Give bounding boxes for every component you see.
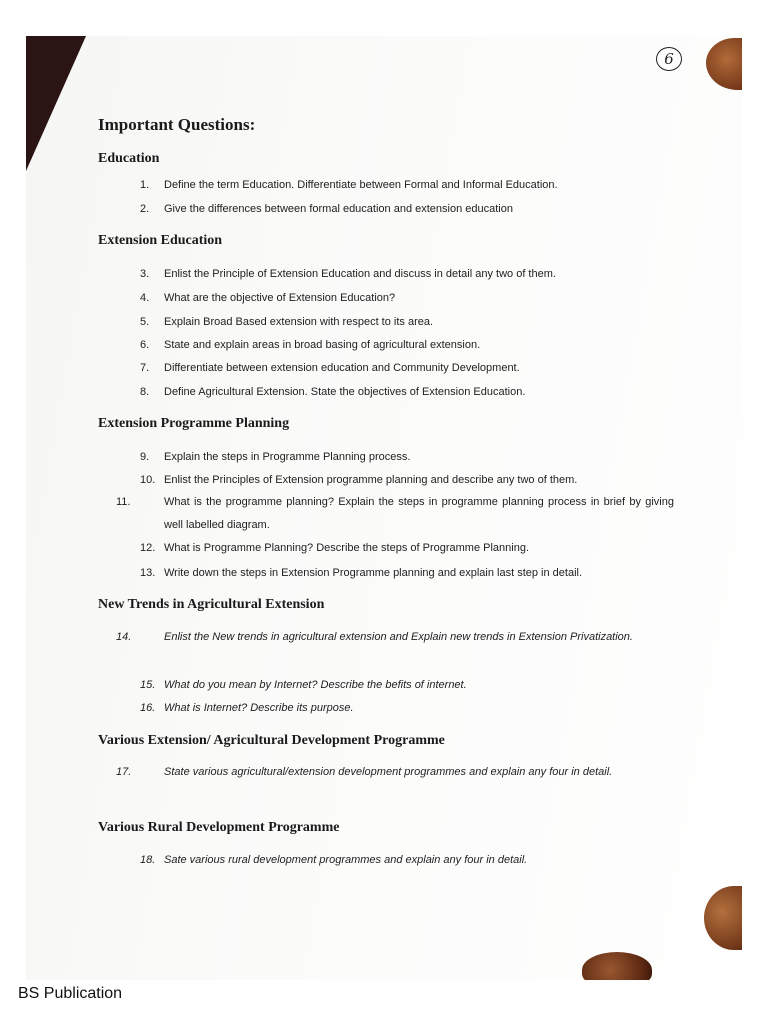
question-number: 5. — [140, 316, 150, 328]
page-number-badge: 6 — [656, 47, 682, 71]
question-text: Enlist the Principle of Extension Education and discuss in detail any two of them. — [164, 268, 556, 280]
question-text: Differentiate between extension education and Community Development. — [164, 362, 520, 374]
question-text: Explain the steps in Programme Planning process. — [164, 451, 411, 463]
question-item — [116, 761, 674, 784]
section-heading-new-trends: New Trends in Agricultural Extension — [98, 597, 325, 612]
question-number: 17. — [116, 766, 132, 778]
question-number: 4. — [140, 292, 150, 304]
question-item — [140, 311, 650, 334]
question-item — [140, 357, 650, 380]
question-text: What is Internet? Describe its purpose. — [164, 702, 354, 714]
question-number: 15. — [140, 679, 156, 691]
question-item — [140, 334, 650, 357]
question-item — [140, 537, 650, 560]
question-number: 13. — [140, 567, 156, 579]
question-number: 16. — [140, 702, 156, 714]
question-item — [140, 697, 650, 720]
question-number: 9. — [140, 451, 150, 463]
question-number: 14. — [116, 631, 132, 643]
question-text: Enlist the New trends in agricultural extension and Explain new trends in Extension Privatization. — [164, 631, 633, 643]
question-item — [116, 491, 674, 537]
finger-top — [706, 38, 742, 90]
section-heading-rural-development: Various Rural Development Programme — [98, 820, 340, 835]
question-number: 7. — [140, 362, 150, 374]
question-number: 18. — [140, 854, 156, 866]
question-number: 1. — [140, 179, 150, 191]
question-item — [140, 174, 650, 197]
question-text: Enlist the Principles of Extension programme planning and describe any two of them. — [164, 474, 578, 486]
question-number: 10. — [140, 474, 156, 486]
question-item — [116, 626, 674, 649]
question-item — [140, 198, 650, 221]
question-text: What are the objective of Extension Education? — [164, 292, 396, 304]
question-text: Give the differences between formal education and extension education — [164, 203, 513, 215]
section-heading-extension-education: Extension Education — [98, 233, 223, 248]
question-item — [140, 562, 650, 585]
question-number: 11. — [116, 496, 131, 508]
question-item — [140, 263, 650, 286]
question-item — [140, 674, 650, 697]
question-item — [140, 849, 650, 872]
question-text: Define Agricultural Extension. State the objectives of Extension Education. — [164, 386, 526, 398]
question-text: Define the term Education. Differentiate between Formal and Informal Education. — [164, 179, 558, 191]
question-number: 2. — [140, 203, 150, 215]
page-title: Important Questions: — [98, 115, 256, 134]
question-number: 6. — [140, 339, 150, 351]
section-heading-development-programme: Various Extension/ Agricultural Development Programme — [98, 733, 445, 748]
footer-publisher: BS Publication — [18, 985, 123, 1002]
question-item — [140, 287, 650, 310]
question-item — [140, 381, 650, 404]
question-text: Explain Broad Based extension with respect to its area. — [164, 316, 434, 328]
question-number: 12. — [140, 542, 156, 554]
question-text: What is Programme Planning? Describe the steps of Programme Planning. — [164, 542, 530, 554]
question-text: State various agricultural/extension development programmes and explain any four in detail. — [164, 766, 613, 778]
question-text: State and explain areas in broad basing of agricultural extension. — [164, 339, 481, 351]
question-number: 8. — [140, 386, 150, 398]
question-text: Sate various rural development programmes and explain any four in detail. — [164, 854, 528, 866]
section-heading-education: Education — [98, 151, 160, 166]
question-text: Write down the steps in Extension Programme planning and explain last step in detail. — [164, 567, 583, 579]
question-item — [140, 446, 650, 469]
question-text: What is the programme planning? Explain the steps in programme planning process in brief by giving well labelled diagram. — [164, 496, 674, 531]
finger-bottom — [582, 952, 652, 980]
question-item — [140, 469, 650, 492]
question-text: What do you mean by Internet? Describe the befits of internet. — [164, 679, 467, 691]
section-heading-programme-planning: Extension Programme Planning — [98, 416, 290, 431]
question-number: 3. — [140, 268, 150, 280]
scan-shadow — [26, 36, 86, 171]
finger-right — [704, 886, 742, 950]
